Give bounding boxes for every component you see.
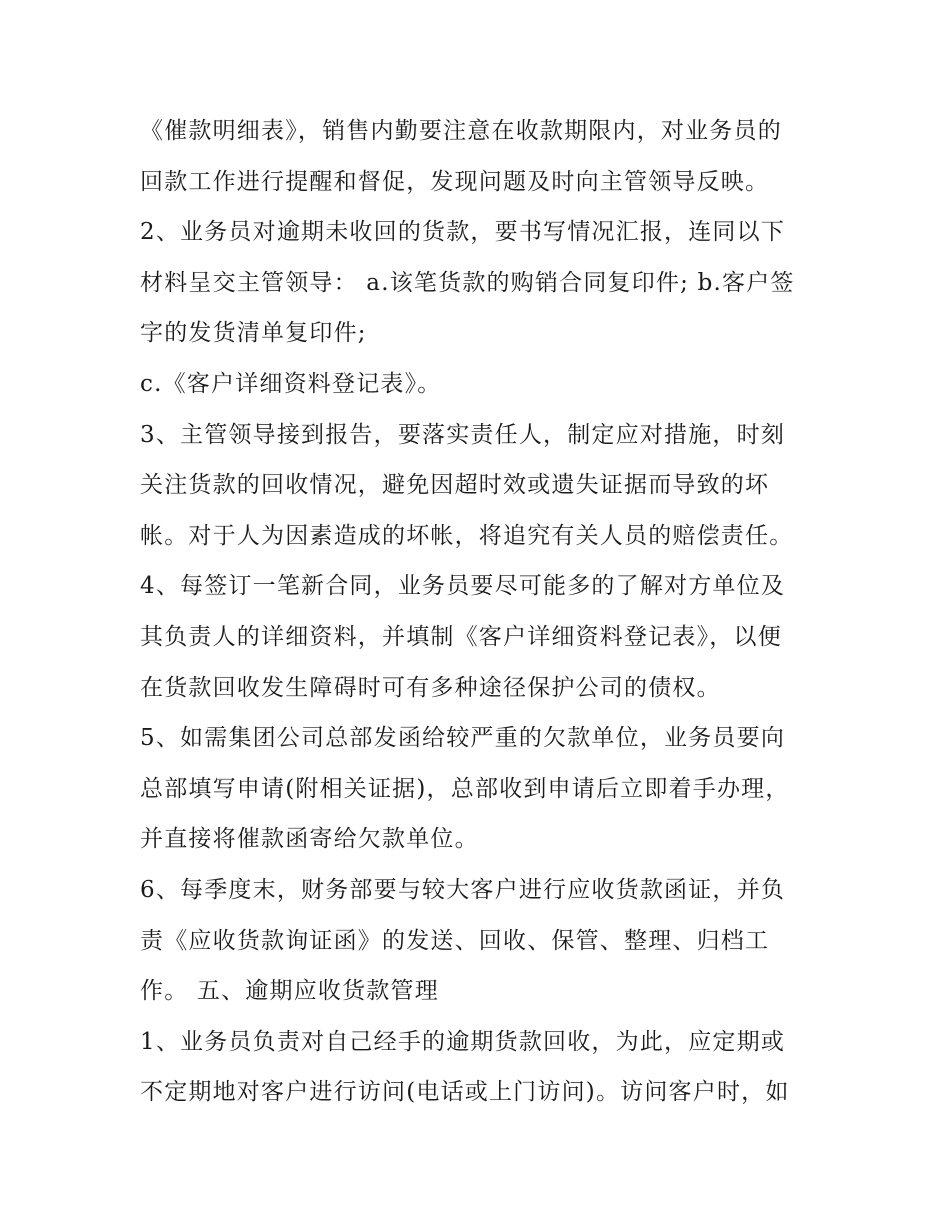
text-line: 责《应收货款询证函》的发送、回收、保管、整理、归档工 [140,927,770,954]
text-line: 6、每季度末，财务部要与较大客户进行应收货款函证，并负 [140,876,786,903]
text-line: 不定期地对客户进行访问(电话或上门访问)。访问客户时，如 [140,1079,790,1106]
text-line: 关注货款的回收情况，避免因超时效或遗失证据而导致的坏 [140,472,770,499]
text-line: 材料呈交主管领导： a.该笔货款的购销合同复印件; b.客户签 [140,269,795,296]
text-line: 2、业务员对逾期未收回的货款，要书写情况汇报，连同以下 [140,219,786,246]
text-line: 总部填写申请(附相关证据)，总部收到申请后立即着手办理， [140,775,790,802]
text-line: 帐。对于人为因素造成的坏帐，将追究有关人员的赔偿责任。 [140,522,794,549]
text-line: 4、每签订一笔新合同，业务员要尽可能多的了解对方单位及 [140,573,786,600]
text-line: 3、主管领导接到报告，要落实责任人，制定应对措施，时刻 [140,421,786,448]
document-body [140,106,820,1118]
text-line: c.《客户详细资料登记表》。 [140,370,442,397]
text-line: 作。 五、逾期应收货款管理 [140,978,439,1005]
text-line: 字的发货清单复印件; [140,320,367,347]
text-line: 5、如需集团公司总部发函给较严重的欠款单位，业务员要向 [140,725,786,752]
text-line: 并直接将催款函寄给欠款单位。 [140,826,479,853]
text-line: 1、业务员负责对自己经手的逾期货款回收，为此，应定期或 [140,1028,786,1055]
text-line: 回款工作进行提醒和督促，发现问题及时向主管领导反映。 [140,168,770,195]
text-line: 其负责人的详细资料，并填制《客户详细资料登记表》，以便 [140,623,782,650]
text-line: 《催款明细表》，销售内勤要注意在收款期限内，对业务员的 [140,118,782,144]
text-line: 在货款回收发生障碍时可有多种途径保护公司的债权。 [140,674,721,701]
